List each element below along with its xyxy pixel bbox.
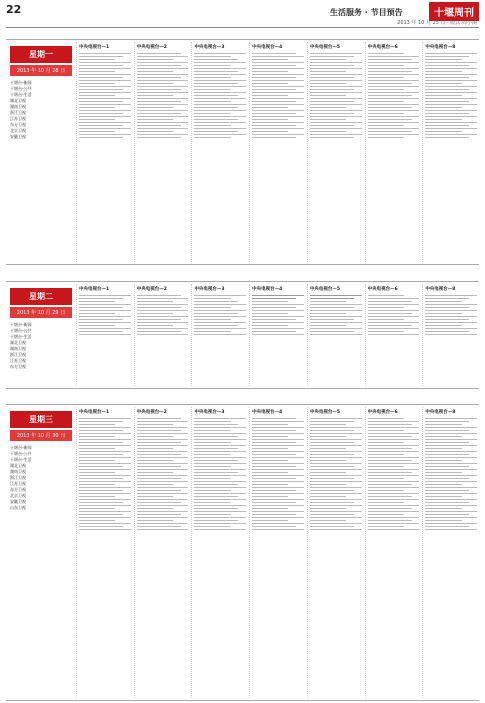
channel-item: 十堰台-新闻 <box>10 80 32 85</box>
column-channel: 中央电视台—4 <box>252 410 283 415</box>
channel-item: 江苏卫视 <box>10 116 26 121</box>
day-tag: 星期一 <box>10 46 72 63</box>
channel-item: 浙江卫视 <box>10 475 26 480</box>
channel-item: 北京卫视 <box>10 128 26 133</box>
channel-item: 浙江卫视 <box>10 110 26 115</box>
column-channel: 中央电视台—3 <box>194 287 225 292</box>
channel-item: 湖北卫视 <box>10 98 26 103</box>
column-channel: 中央电视台—4 <box>252 45 283 50</box>
column-channel: 中央电视台—6 <box>367 410 398 415</box>
channel-item: 十堰台-公共 <box>10 451 32 456</box>
schedule-column <box>307 42 362 262</box>
schedule-column <box>134 42 189 262</box>
column-channel: 中央电视台—5 <box>309 287 341 292</box>
column-channel: 中央电视台—6 <box>367 287 398 292</box>
schedule-column <box>134 407 189 698</box>
schedule-column <box>307 407 362 698</box>
schedule-grid <box>76 407 477 698</box>
section-title: 生活服务 · 节目预告 <box>330 8 403 17</box>
channel-item: 十堰台-新闻 <box>10 322 32 327</box>
day-section-monday <box>6 39 479 265</box>
schedule-column <box>365 407 420 698</box>
channel-item: 十堰台-生活 <box>10 92 32 97</box>
channel-item: 湖南卫视 <box>10 104 26 109</box>
date-tag: 2013 年 10 月 30 日 <box>10 430 72 441</box>
channel-list <box>10 80 72 140</box>
schedule-column <box>249 42 304 262</box>
day-tag: 星期三 <box>10 411 72 428</box>
schedule-column <box>249 284 304 386</box>
channel-item: 北京卫视 <box>10 493 26 498</box>
column-channel: 中央电视台—3 <box>194 45 225 50</box>
column-channel: 中央电视台—1 <box>79 45 110 50</box>
channel-item: 湖南卫视 <box>10 346 26 351</box>
channel-item: 十堰台-新闻 <box>10 445 32 450</box>
date-line: 2013 年 10 月 25 日 · 版式:周小丽 <box>397 20 477 26</box>
channel-item: 江苏卫视 <box>10 358 26 363</box>
column-channel: 中央电视台—8 <box>425 410 456 415</box>
schedule-column <box>76 42 131 262</box>
column-channel: 中央电视台—2 <box>136 45 167 50</box>
channel-item: 十堰台-公共 <box>10 86 32 91</box>
day-label <box>10 46 72 140</box>
column-channel: 中央电视台—1 <box>79 287 110 292</box>
header-rule <box>6 27 479 28</box>
channel-item: 东方卫视 <box>10 364 26 369</box>
channel-item: 山东卫视 <box>10 505 26 510</box>
channel-item: 安徽卫视 <box>10 499 26 504</box>
schedule-column <box>365 42 420 262</box>
brand-badge: 十堰周刊 <box>429 2 479 21</box>
schedule-column <box>422 42 477 262</box>
column-channel: 中央电视台—5 <box>309 410 341 415</box>
column-channel: 中央电视台—2 <box>136 287 167 292</box>
channel-item: 十堰台-生活 <box>10 457 32 462</box>
day-section-tuesday <box>6 281 479 389</box>
schedule-column <box>191 284 246 386</box>
schedule-column <box>307 284 362 386</box>
day-section-wednesday <box>6 404 479 701</box>
column-channel: 中央电视台—5 <box>309 45 341 50</box>
column-channel: 中央电视台—8 <box>425 45 456 50</box>
channel-list <box>10 445 72 511</box>
channel-item: 江苏卫视 <box>10 481 26 486</box>
channel-item: 湖北卫视 <box>10 340 26 345</box>
channel-item: 十堰台-生活 <box>10 334 32 339</box>
column-channel: 中央电视台—2 <box>136 410 167 415</box>
channel-item: 安徽卫视 <box>10 134 26 139</box>
channel-item: 十堰台-公共 <box>10 328 32 333</box>
schedule-column <box>76 407 131 698</box>
schedule-grid <box>76 42 477 262</box>
schedule-column <box>76 284 131 386</box>
column-channel: 中央电视台—3 <box>194 410 225 415</box>
column-channel: 中央电视台—4 <box>252 287 283 292</box>
schedule-grid <box>76 284 477 386</box>
day-tag: 星期二 <box>10 288 72 305</box>
schedule-column <box>134 284 189 386</box>
column-channel: 中央电视台—6 <box>367 45 398 50</box>
channel-item: 东方卫视 <box>10 487 26 492</box>
channel-item: 湖北卫视 <box>10 463 26 468</box>
date-tag: 2013 年 10 月 29 日 <box>10 307 72 318</box>
schedule-column <box>191 42 246 262</box>
channel-item: 湖南卫视 <box>10 469 26 474</box>
channel-item: 浙江卫视 <box>10 352 26 357</box>
column-channel: 中央电视台—8 <box>425 287 456 292</box>
day-label <box>10 288 72 370</box>
day-label <box>10 411 72 511</box>
schedule-column <box>191 407 246 698</box>
channel-list <box>10 322 72 370</box>
schedule-column <box>365 284 420 386</box>
schedule-column <box>422 284 477 386</box>
column-channel: 中央电视台—1 <box>79 410 110 415</box>
schedule-column <box>249 407 304 698</box>
date-tag: 2013 年 10 月 28 日 <box>10 65 72 76</box>
page-number: 22 <box>6 3 22 16</box>
schedule-column <box>422 407 477 698</box>
channel-item: 东方卫视 <box>10 122 26 127</box>
